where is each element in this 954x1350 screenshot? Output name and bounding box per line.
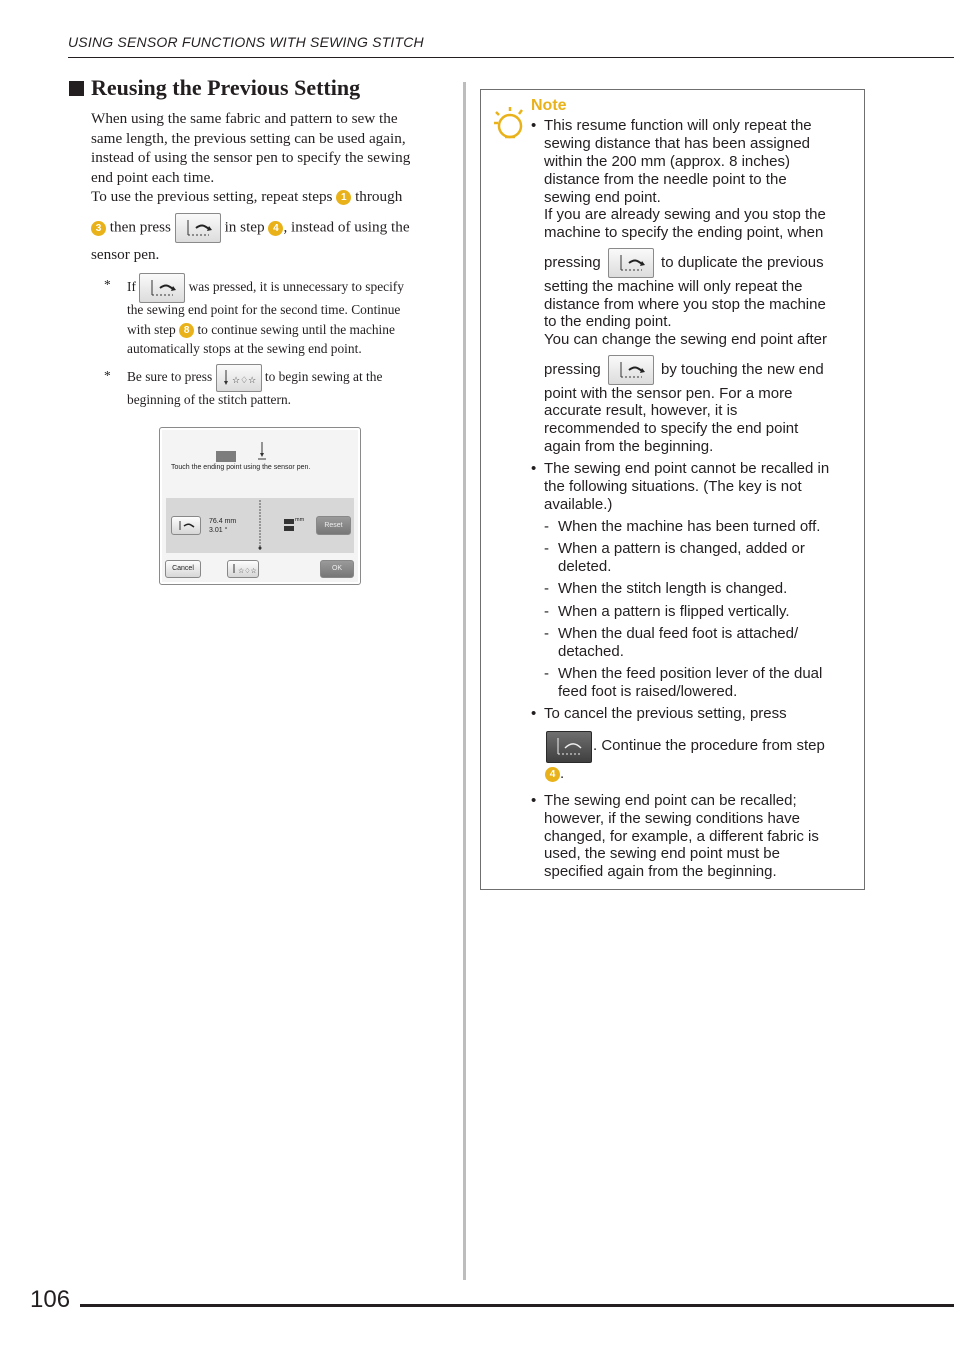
left-b1-l3b: to continue sewing until the machine — [197, 322, 395, 337]
note-b1-line-14: recommended to specify the end point — [544, 420, 799, 437]
step-3-badge: 3 — [91, 221, 106, 236]
step-1-badge: 1 — [336, 190, 351, 205]
note-bullet-3-dot: • — [531, 705, 537, 722]
sub-item-6-line-2: feed foot is raised/lowered. — [558, 683, 738, 700]
note-b2-line-3: available.) — [544, 496, 613, 513]
left-b2-b: to begin sewing at the — [264, 369, 383, 385]
needle-icon — [256, 440, 268, 462]
section-title: Reusing the Previous Setting — [91, 75, 361, 100]
page-number: 106 — [30, 1286, 71, 1313]
sub-item-2-line-2: deleted. — [558, 558, 612, 575]
footer-rule — [80, 1304, 954, 1307]
note-b2-line-1: The sewing end point cannot be recalled in — [544, 460, 830, 477]
step-4-badge: 4 — [268, 221, 283, 236]
left-bullet-1-line-4: automatically stops at the sewing end point. — [127, 341, 362, 356]
note-b3-period: . — [560, 765, 565, 782]
running-head: USING SENSOR FUNCTIONS WITH SEWING STITCH — [68, 34, 424, 50]
note-b4-line-1: The sewing end point can be recalled; — [544, 792, 797, 809]
note-b4-line-3: changed, for example, a different fabric is — [544, 828, 819, 845]
sub-dash-3: - — [544, 580, 549, 597]
stitch-preview-icon — [252, 500, 268, 552]
left-b2-a: Be sure to press — [127, 369, 213, 385]
note-b4-line-4: used, the sewing end point must be — [544, 845, 780, 862]
note-b1-press-line-1 — [544, 248, 824, 278]
cancel-resume-key-icon — [546, 731, 592, 763]
svg-text:☆♢☆: ☆♢☆ — [231, 376, 256, 386]
note-b1-line-15: again from the beginning. — [544, 438, 714, 455]
note-b1-press-line-2 — [544, 355, 824, 385]
note-bullet-1-dot: • — [531, 117, 537, 134]
sub-item-5-line-1: When the dual feed foot is attached/ — [558, 625, 799, 642]
note-b1-line-8: setting the machine will only repeat the — [544, 278, 803, 295]
note-b1-line-2: sewing distance that has been assigned — [544, 135, 811, 152]
header-rule — [68, 57, 954, 58]
resume-key-icon — [608, 355, 654, 385]
sub-dash-6: - — [544, 665, 549, 682]
left-bullet-1-line-3 — [127, 320, 395, 340]
note-pressing-2: pressing — [544, 360, 601, 378]
sub-item-4-line-1: When a pattern is flipped vertically. — [558, 603, 790, 620]
note-b1-line-3: within the 200 mm (approx. 8 inches) — [544, 153, 790, 170]
left-b1-a: If — [127, 279, 136, 295]
intro-line6-a: then press — [109, 218, 171, 236]
note-pressing-1: pressing — [544, 253, 601, 271]
left-bullet-1-line-1 — [127, 273, 404, 303]
note-b1-line-13: accurate result, however, it is — [544, 402, 738, 419]
note-b1-line-4: distance from the needle point to the — [544, 171, 787, 188]
screen-pattern-start-button[interactable] — [227, 560, 259, 578]
sub-item-1-line-1: When the machine has been turned off. — [558, 518, 821, 535]
left-bullet-1-line-2: the sewing end point for the second time. Continue — [127, 302, 401, 317]
note-press1-after: to duplicate the previous — [661, 253, 824, 271]
note-bullet-2-dot: • — [531, 460, 537, 477]
note-b1-line-7: machine to specify the ending point, when — [544, 224, 824, 241]
pattern-start-key-icon — [216, 364, 262, 392]
left-bullet-2-line-2: beginning of the stitch pattern. — [127, 392, 291, 407]
intro-line-5 — [91, 187, 402, 207]
intro-line5-a: To use the previous setting, repeat steps — [91, 188, 333, 205]
screen-ok-button[interactable]: OK — [320, 560, 354, 578]
sub-dash-2: - — [544, 540, 549, 557]
screen-indicator — [216, 451, 236, 462]
sub-dash-4: - — [544, 603, 549, 620]
sub-item-6-line-1: When the feed position lever of the dual — [558, 665, 823, 682]
intro-line5-b: through — [355, 188, 403, 205]
section-square-icon — [69, 81, 84, 96]
left-bullet-2-line-1 — [127, 364, 382, 392]
note-bullet-4-dot: • — [531, 792, 537, 809]
screen-unit-mm: mm — [295, 517, 305, 523]
resume-key-icon — [608, 248, 654, 278]
screen-angle-value: 3.01 ° — [209, 527, 228, 534]
resume-key-icon — [175, 213, 221, 243]
step-8-badge: 8 — [179, 323, 194, 338]
screen-resume-button[interactable] — [171, 516, 201, 535]
sub-dash-1: - — [544, 518, 549, 535]
sub-item-2-line-1: When a pattern is changed, added or — [558, 540, 805, 557]
note-title: Note — [531, 97, 567, 114]
left-b1-l3a: with step — [127, 322, 176, 337]
note-b2-line-2: the following situations. (The key is not — [544, 478, 802, 495]
note-b1-line-1: This resume function will only repeat the — [544, 117, 812, 134]
column-divider — [463, 82, 466, 1280]
intro-line-6 — [91, 213, 410, 243]
sub-item-5-line-2: detached. — [558, 643, 624, 660]
intro-line-3: instead of using the sensor pen to specify the sewing — [91, 149, 411, 166]
intro-line-1: When using the same fabric and pattern to sew the — [91, 110, 398, 127]
resume-key-icon — [139, 273, 185, 303]
note-b3-line-2: . Continue the procedure from step — [593, 737, 825, 754]
sub-dash-5: - — [544, 625, 549, 642]
screen-panel — [166, 498, 354, 553]
screen-length-value: 76.4 mm — [209, 518, 237, 525]
asterisk-1: * — [104, 277, 111, 292]
left-b1-b: was pressed, it is unnecessary to specify — [188, 279, 404, 295]
note-b1-line-9: distance from where you stop the machine — [544, 296, 826, 313]
screen-bar-1 — [284, 519, 294, 524]
lcd-screen — [159, 427, 361, 585]
note-b1-line-11: You can change the sewing end point after — [544, 331, 827, 348]
screen-reset-button[interactable]: Reset — [316, 516, 351, 535]
note-press2-after: by touching the new end — [661, 360, 824, 378]
intro-line-2: same length, the previous setting can be used again, — [91, 129, 406, 147]
intro-line6-c: , instead of using the — [283, 218, 410, 236]
screen-bar-2 — [284, 526, 294, 531]
intro-line-7: sensor pen. — [91, 246, 160, 263]
intro-line-4: end point each time. — [91, 168, 215, 186]
note-b4-line-2: however, if the sewing conditions have — [544, 810, 800, 827]
screen-cancel-button[interactable]: Cancel — [165, 560, 201, 578]
note-b3-line-3 — [545, 765, 564, 783]
svg-text:☆♢☆: ☆♢☆ — [238, 567, 257, 575]
note-b1-line-5: sewing end point. — [544, 189, 661, 206]
lightbulb-icon — [492, 102, 526, 146]
step-4-badge: 4 — [545, 767, 560, 782]
note-b4-line-5: specified again from the beginning. — [544, 863, 777, 880]
asterisk-2: * — [104, 368, 111, 383]
note-b3-line-1: To cancel the previous setting, press — [544, 705, 787, 722]
screen-prompt: Touch the ending point using the sensor pen. — [171, 464, 311, 471]
note-b1-line-10: to the ending point. — [544, 313, 672, 330]
note-b1-line-12: point with the sensor pen. For a more — [544, 385, 793, 402]
intro-line6-b: in step — [224, 218, 265, 236]
note-b1-line-6: If you are already sewing and you stop the — [544, 206, 826, 223]
sub-item-3-line-1: When the stitch length is changed. — [558, 580, 788, 597]
